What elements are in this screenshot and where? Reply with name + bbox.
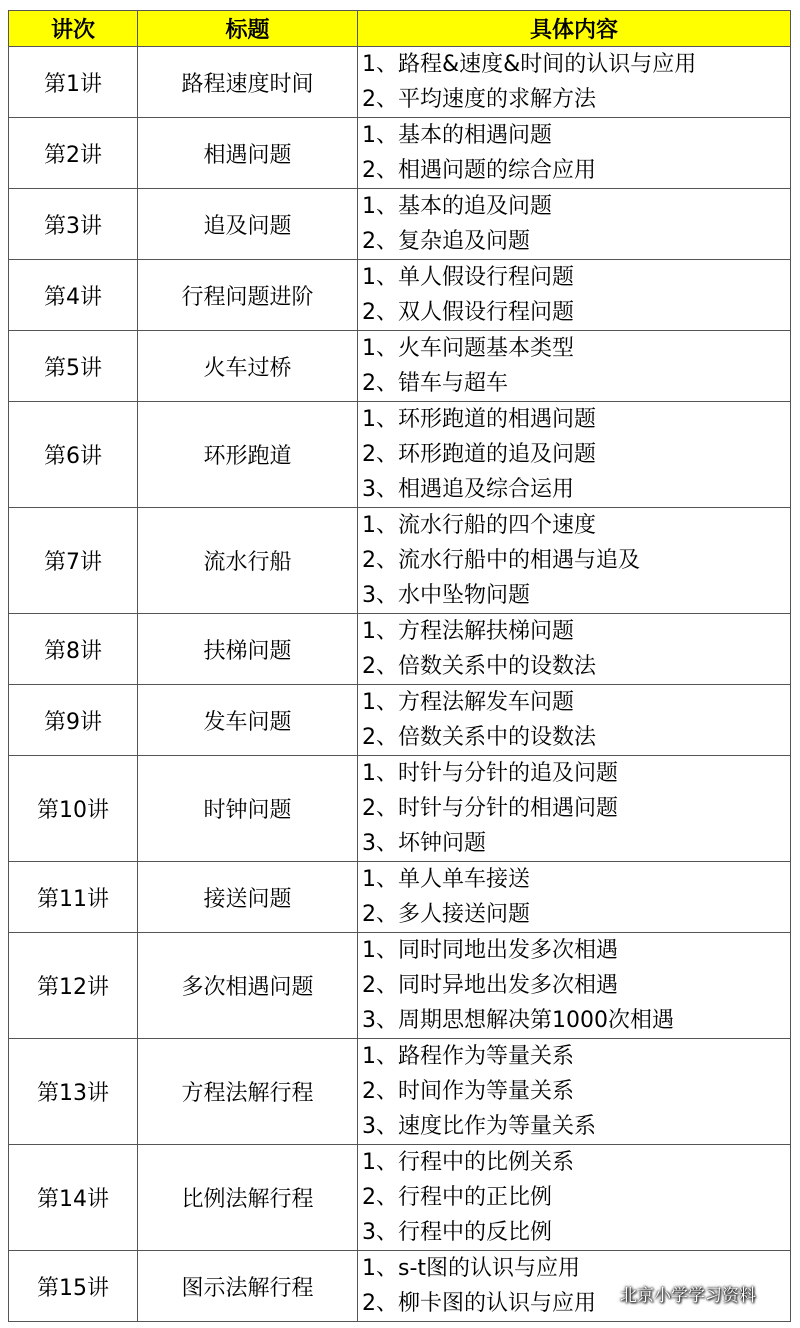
content-item: 2、柳卡图的认识与应用 — [362, 1291, 596, 1316]
content-item: 3、坏钟问题 — [362, 831, 486, 856]
lecture-content — [358, 1039, 791, 1145]
lecture-number: 第8讲 — [9, 614, 138, 685]
lecture-title: 相遇问题 — [138, 118, 358, 189]
header-row — [9, 11, 791, 47]
lecture-title: 发车问题 — [138, 685, 358, 756]
lecture-row — [9, 862, 791, 933]
lecture-number: 第12讲 — [9, 933, 138, 1039]
lecture-content — [358, 933, 791, 1039]
content-item: 1、基本的追及问题 — [362, 194, 552, 219]
lecture-content — [358, 331, 791, 402]
lecture-content — [358, 402, 791, 508]
lecture-content — [358, 118, 791, 189]
header-lecture: 讲次 — [9, 11, 138, 47]
content-item: 2、时间作为等量关系 — [362, 1079, 574, 1104]
lecture-number: 第9讲 — [9, 685, 138, 756]
content-item: 1、s-t图的认识与应用 — [362, 1256, 581, 1281]
content-item: 1、基本的相遇问题 — [362, 123, 552, 148]
content-item: 2、复杂追及问题 — [362, 229, 530, 254]
lecture-row — [9, 260, 791, 331]
lecture-row — [9, 118, 791, 189]
content-item: 2、双人假设行程问题 — [362, 300, 574, 325]
lecture-title: 行程问题进阶 — [138, 260, 358, 331]
content-item: 2、时针与分针的相遇问题 — [362, 796, 618, 821]
content-item: 2、错车与超车 — [362, 371, 508, 396]
watermark-text: 北京小学学习资料 — [620, 1286, 756, 1306]
content-item: 1、同时同地出发多次相遇 — [362, 938, 618, 963]
content-item: 3、相遇追及综合运用 — [362, 477, 574, 502]
lecture-number: 第14讲 — [9, 1145, 138, 1251]
content-item: 2、倍数关系中的设数法 — [362, 725, 596, 750]
lecture-row — [9, 933, 791, 1039]
content-item: 1、单人单车接送 — [362, 867, 530, 892]
content-item: 1、行程中的比例关系 — [362, 1150, 574, 1175]
lecture-row — [9, 508, 791, 614]
lecture-number: 第6讲 — [9, 402, 138, 508]
lecture-title: 追及问题 — [138, 189, 358, 260]
course-table — [8, 10, 791, 1322]
content-item: 2、相遇问题的综合应用 — [362, 158, 596, 183]
lecture-content — [358, 508, 791, 614]
lecture-row — [9, 1039, 791, 1145]
lecture-title: 多次相遇问题 — [138, 933, 358, 1039]
content-item: 2、环形跑道的追及问题 — [362, 442, 596, 467]
lecture-content — [358, 189, 791, 260]
lecture-content — [358, 756, 791, 862]
content-item: 3、周期思想解决第1000次相遇 — [362, 1008, 674, 1033]
lecture-number: 第5讲 — [9, 331, 138, 402]
content-item: 1、路程&速度&时间的认识与应用 — [362, 52, 697, 77]
content-item: 2、多人接送问题 — [362, 902, 530, 927]
lecture-title: 路程速度时间 — [138, 47, 358, 118]
lecture-content — [358, 685, 791, 756]
lecture-number: 第1讲 — [9, 47, 138, 118]
lecture-number: 第10讲 — [9, 756, 138, 862]
lecture-title: 方程法解行程 — [138, 1039, 358, 1145]
lecture-number: 第13讲 — [9, 1039, 138, 1145]
content-item: 1、环形跑道的相遇问题 — [362, 407, 596, 432]
content-item: 1、路程作为等量关系 — [362, 1044, 574, 1069]
content-item: 3、行程中的反比例 — [362, 1220, 552, 1245]
lecture-row — [9, 756, 791, 862]
header-title: 标题 — [138, 11, 358, 47]
lecture-title: 比例法解行程 — [138, 1145, 358, 1251]
lecture-number: 第15讲 — [9, 1251, 138, 1322]
content-item: 1、火车问题基本类型 — [362, 336, 574, 361]
content-item: 2、同时异地出发多次相遇 — [362, 973, 618, 998]
lecture-number: 第11讲 — [9, 862, 138, 933]
content-item: 3、速度比作为等量关系 — [362, 1114, 596, 1139]
content-item: 1、流水行船的四个速度 — [362, 513, 596, 538]
lecture-number: 第2讲 — [9, 118, 138, 189]
lecture-row — [9, 1145, 791, 1251]
lecture-number: 第3讲 — [9, 189, 138, 260]
lecture-title: 扶梯问题 — [138, 614, 358, 685]
lecture-title: 流水行船 — [138, 508, 358, 614]
lecture-title: 时钟问题 — [138, 756, 358, 862]
content-item: 1、单人假设行程问题 — [362, 265, 574, 290]
lecture-number: 第4讲 — [9, 260, 138, 331]
lecture-content — [358, 862, 791, 933]
content-item: 1、时针与分针的追及问题 — [362, 761, 618, 786]
lecture-content — [358, 47, 791, 118]
lecture-content — [358, 1145, 791, 1251]
header-content: 具体内容 — [358, 11, 791, 47]
lecture-row — [9, 331, 791, 402]
watermark — [598, 1281, 756, 1306]
lecture-title: 环形跑道 — [138, 402, 358, 508]
lecture-title: 火车过桥 — [138, 331, 358, 402]
content-item: 1、方程法解扶梯问题 — [362, 619, 574, 644]
content-item: 2、平均速度的求解方法 — [362, 87, 596, 112]
content-item: 2、倍数关系中的设数法 — [362, 654, 596, 679]
lecture-row — [9, 402, 791, 508]
wechat-icon — [598, 1286, 616, 1302]
lecture-row — [9, 685, 791, 756]
lecture-row — [9, 189, 791, 260]
lecture-title: 图示法解行程 — [138, 1251, 358, 1322]
lecture-row — [9, 614, 791, 685]
content-item: 3、水中坠物问题 — [362, 583, 530, 608]
content-item: 1、方程法解发车问题 — [362, 690, 574, 715]
content-item: 2、行程中的正比例 — [362, 1185, 552, 1210]
lecture-title: 接送问题 — [138, 862, 358, 933]
lecture-content — [358, 614, 791, 685]
lecture-row — [9, 47, 791, 118]
lecture-content — [358, 260, 791, 331]
content-item: 2、流水行船中的相遇与追及 — [362, 548, 640, 573]
lecture-number: 第7讲 — [9, 508, 138, 614]
